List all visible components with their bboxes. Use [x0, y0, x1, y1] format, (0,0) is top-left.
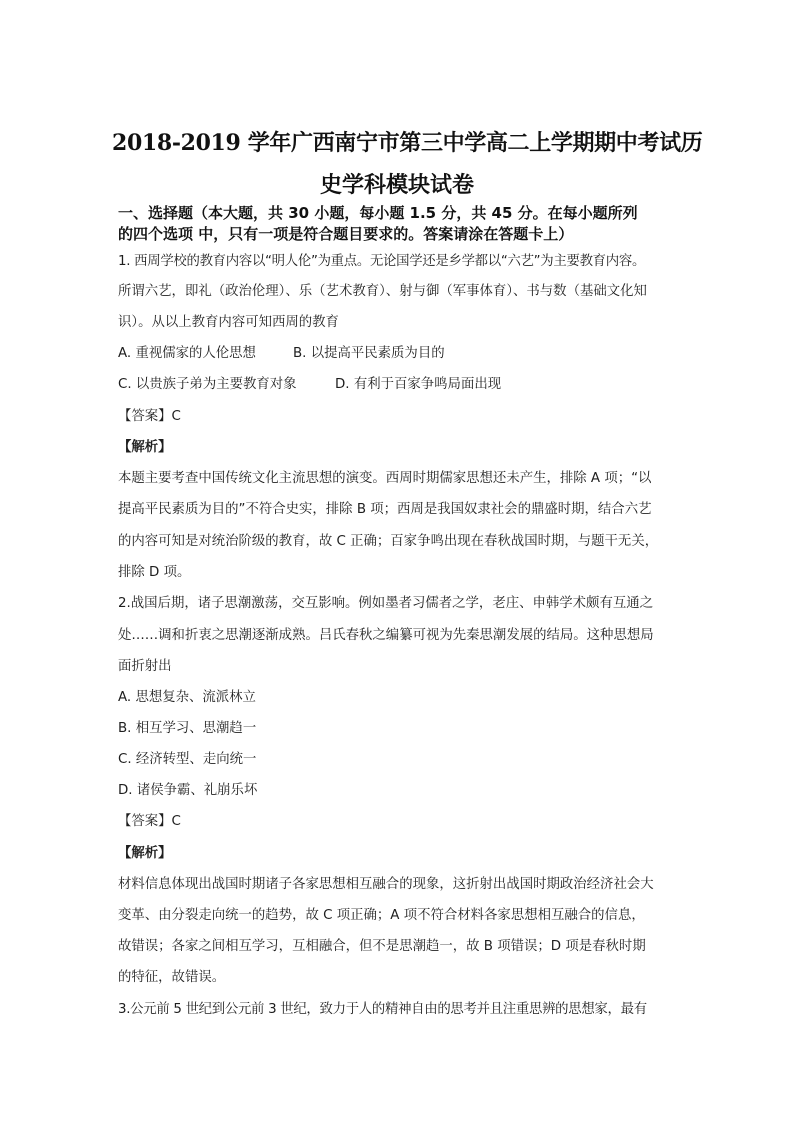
q1-answer: 【答案】C — [118, 409, 181, 424]
q1-analysis-line-1: 本题主要考查中国传统文化主流思想的演变。西周时期儒家思想还未产生，排除 A 项；“以 — [118, 471, 652, 486]
q1-option-c: C. 以贵族子弟为主要教育对象 — [118, 377, 297, 392]
q2-analysis-label: 【解析】 — [118, 846, 172, 861]
q1-option-b: B. 以提高平民素质为目的 — [293, 346, 445, 361]
document-title-line-2: 史学科模块试卷 — [319, 172, 474, 198]
q1-analysis-line-3: 的内容可知是对统治阶级的教育，故 C 正确；百家争鸣出现在春秋战国时期，与题干无关， — [118, 534, 659, 549]
q2-analysis-line-4: 的特征，故错误。 — [118, 970, 226, 985]
section-heading-line-1: 一、选择题（本大题，共 30 小题，每小题 1.5 分，共 45 分。在每小题所列 — [118, 204, 638, 222]
q2-option-b: B. 相互学习、思潮趋一 — [118, 721, 257, 736]
q2-stem-line-3: 面折射出 — [118, 659, 172, 674]
q1-analysis-label: 【解析】 — [118, 440, 172, 455]
q2-option-a: A. 思想复杂、流派林立 — [118, 690, 256, 705]
section-heading-line-2: 的四个选项 中，只有一项是符合题目要求的。答案请涂在答题卡上） — [118, 225, 574, 243]
q1-stem-line-2: 所谓六艺，即礼（政治伦理）、乐（艺术教育）、射与御（军事体育）、书与数（基础文化知 — [118, 284, 647, 299]
document-title-line-1: 2018-2019 学年广西南宁市第三中学高二上学期期中考试历 — [112, 130, 703, 156]
q2-option-c: C. 经济转型、走向统一 — [118, 752, 257, 767]
q2-analysis-line-1: 材料信息体现出战国时期诸子各家思想相互融合的现象，这折射出战国时期政治经济社会大 — [118, 877, 654, 892]
q2-analysis-line-2: 变革、由分裂走向统一的趋势，故 C 项正确；A 项不符合材料各家思想相互融合的信息， — [118, 908, 645, 923]
q1-stem-line-3: 识）。从以上教育内容可知西周的教育 — [118, 315, 339, 330]
q2-answer: 【答案】C — [118, 814, 181, 829]
q2-analysis-line-3: 故错误；各家之间相互学习，互相融合，但不是思潮趋一，故 B 项错误；D 项是春秋时期 — [118, 939, 646, 954]
q1-stem-line-1: 1. 西周学校的教育内容以“明人伦”为重点。无论国学还是乡学都以“六艺”为主要教育内容。 — [118, 254, 646, 269]
q2-stem-line-1: 2.战国后期，诸子思潮激荡，交互影响。例如墨者习儒者之学，老庄、申韩学术颇有互通之 — [118, 596, 654, 611]
q1-analysis-line-4: 排除 D 项。 — [118, 565, 191, 580]
q2-option-d: D. 诸侯争霸、礼崩乐坏 — [118, 783, 258, 798]
q1-analysis-line-2: 提高平民素质为目的”不符合史实，排除 B 项；西周是我国奴隶社会的鼎盛时期，结合六艺 — [118, 502, 652, 517]
q3-stem-line-1: 3.公元前 5 世纪到公元前 3 世纪，致力于人的精神自由的思考并且注重思辨的思想家，最有 — [118, 1002, 647, 1017]
q1-option-a: A. 重视儒家的人伦思想 — [118, 346, 256, 361]
q1-option-d: D. 有利于百家争鸣局面出现 — [335, 377, 502, 392]
q2-stem-line-2: 处……调和折衷之思潮逐渐成熟。吕氏春秋之编纂可视为先秦思潮发展的结局。这种思想局 — [118, 628, 654, 643]
